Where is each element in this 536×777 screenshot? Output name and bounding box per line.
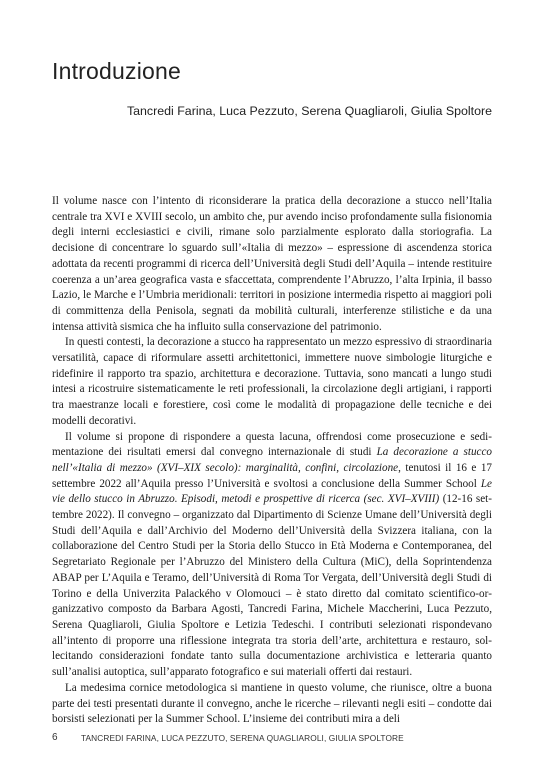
body-paragraph: [52, 335, 492, 429]
body-paragraph: [52, 194, 492, 335]
italic-title-text: La decorazione a stucco nell’«Italia di mezzo» (XVI–XIX secolo): marginalità, confini, circolazione: [52, 446, 493, 474]
page-number: 6: [52, 732, 58, 743]
chapter-title: Introduzione: [52, 58, 181, 84]
paragraph-text: Il volume si propone di rispondere a questa lacuna, offrendosi come prosecuzione e sedimentazione dei risultati emersi dal convegno internazionale di studi: [52, 430, 492, 459]
running-head: TANCREDI FARINA, LUCA PEZZUTO, SERENA QUAGLIAROLI, GIULIA SPOLTORE: [81, 733, 404, 743]
paragraph-text: , tenutosi il 16 e 17 settembre 2022 all’Aquila presso l’Università e svoltosi a conclusione della Summer School: [52, 461, 492, 490]
body-paragraph: [52, 430, 492, 681]
italic-title-text: Le vie dello stucco in Abruzzo. Episodi, metodi e prospettive di ricerca (sec. XVI–XVIII): [52, 477, 492, 506]
paragraph-text: (12-16 settembre 2022). Il convegno – organizzato dal Dipartimento di Scienze Umane dell’Università degli Studi dell’Aquila e dall’Archivio del Moderno dell’Università della Svizzera italiana, con la collaborazione del Centro Studi per la Storia dello Stucco in Età Moderna e Contemporanea, del Segretariato Regionale per l’Abruzzo del Ministero della Cultura (MiC), della Soprintendenza ABAP per L’Aquila e Teramo, dell’Università di Roma Tor Vergata, dell’Università degli Studi di Torino e della Univerzita Palackého v Olomouci – è stato diretto dal comitato scientifico-organizzativo composto da Barbara Agosti, Tancredi Farina, Michele Maccherini, Luca Pezzuto, Serena Quagliaroli, Giulia Spoltore e Letizia Tedeschi. I contributi selezionati rispondevano all’intento di proporre una riflessione integrata tra storia dell’arte, architettura e restauro, sollecitando considerazioni fondate tanto sulla documentazione archivistica e letteraria quanto sull’analisi autoptica, sull’apparato fotografico e sui materiali offerti dai restauri.: [52, 493, 492, 679]
paragraph-text: La medesima cornice metodologica si mantiene in questo volume, che riunisce, oltre a buona parte dei testi presentati durante il convegno, anche le ricerche – rilevanti negli esiti – condotte dai borsisti selezionati per la Summer School. L’insieme dei contributi mira a deli: [52, 681, 492, 726]
body-text: [52, 194, 492, 728]
body-paragraph: [52, 681, 492, 728]
paragraph-text: Il volume nasce con l’intento di riconsiderare la pratica della decorazione a stucco nell’Italia centrale tra XVI e XVIII secolo, un ambito che, pur avendo inciso profondamente sulla fisionomia degli interni ecclesiastici e civili, rimane solo parzialmente esplorato dalla storiografia. La decisione di concentrare lo sguardo sull’«Italia di mezzo» – espressione di ascendenza storica adottata da recenti programmi di ricerca dell’Università degli Studi dell’Aquila – intende restituire coerenza a un’area geografica vasta e sfaccettata, comprendente l’Abruzzo, l’alta Irpinia, il basso Lazio, le Marche e l’Umbria meridionali: territori in posizione intermedia rispetto ai maggiori poli di committenza della Penisola, segnati da mobilità culturali, interferenze stilistiche e da una intensa attività sismica che ha influito sulla conservazione del patrimonio.: [52, 195, 492, 333]
chapter-authors: Tancredi Farina, Luca Pezzuto, Serena Quagliaroli, Giulia Spoltore: [126, 104, 492, 118]
paragraph-text: In questi contesti, la decorazione a stucco ha rappresentato un mezzo espressivo di straordinaria versatilità, capace di riformulare assetti architettonici, immettere nuove simbologie liturgiche e ridefinire il rapporto tra spazio, architettura e decorazione. Tuttavia, sono mancati a lungo studi intesi a ricostruire sistematicamente le reti professionali, la circolazione degli artigiani, i rapporti tra maestranze locali e forestiere, così come le modalità di propagazione delle tecniche e dei modelli decorativi.: [52, 336, 492, 427]
